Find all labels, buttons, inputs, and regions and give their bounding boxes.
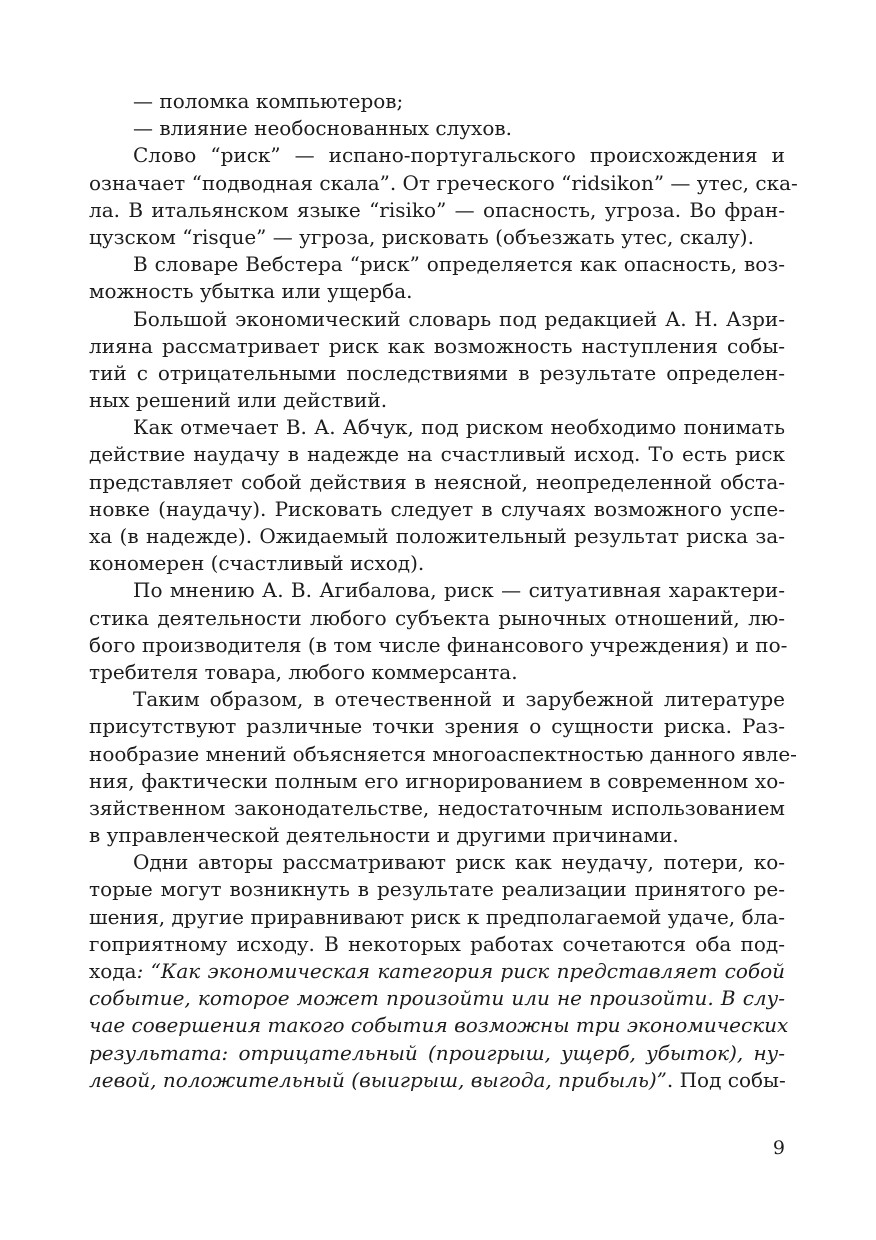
text-line: новке (наудачу). Рисковать следует в случаях возможного успе- xyxy=(89,496,785,521)
quote-run: левой, положительный (выигрыш, выгода, прибыль)” xyxy=(89,1067,667,1092)
text-line: зяйственном законодательстве, недостаточным использованием xyxy=(89,795,785,820)
text-line: торые могут возникнуть в результате реализации принятого ре- xyxy=(89,877,785,902)
text-line: требителя товара, любого коммерсанта. xyxy=(89,659,518,684)
text-line: означает “подводная скала”. От греческого “ridsikon” — утес, ска- xyxy=(89,170,798,195)
paragraph xyxy=(89,306,785,415)
paragraph xyxy=(89,849,789,1094)
paragraph xyxy=(89,142,798,251)
text-line: цузском “risque” — угроза, рисковать (объезжать утес, скалу). xyxy=(89,224,754,249)
text-line: ла. В итальянском языке “risiko” — опасность, угроза. Во фран- xyxy=(89,197,785,222)
text-line: ных решений или действий. xyxy=(89,388,388,413)
paragraph xyxy=(89,115,785,142)
text-line-mixed xyxy=(89,958,785,985)
text-line: Слово “риск” — испано-португальского происхождения и xyxy=(133,143,785,168)
quote-line: событие, которое может произойти или не произойти. В слу- xyxy=(89,986,785,1011)
text-line: Большой экономический словарь под редакцией А. Н. Азри- xyxy=(133,306,785,331)
page-number: 9 xyxy=(772,1137,785,1159)
text-line: можность убытка или ущерба. xyxy=(89,279,413,304)
text-line: стика деятельности любого субъекта рыночных отношений, лю- xyxy=(89,605,785,630)
text-line: нообразие мнений объясняется многоаспектностью данного явле- xyxy=(89,741,797,766)
text-line: По мнению А. В. Агибалова, риск — ситуативная характери- xyxy=(133,578,785,603)
text-line: представляет собой действия в неясной, неопределенной обста- xyxy=(89,469,785,494)
paragraph xyxy=(89,251,785,305)
text-line: ния, фактически полным его игнорированием в современном хо- xyxy=(89,768,785,793)
quote-line: чае совершения такого события возможны три экономических xyxy=(89,1013,789,1038)
text-line: бого производителя (в том числе финансового учреждения) и по- xyxy=(89,632,788,657)
paragraph xyxy=(89,414,785,577)
text-run: хода xyxy=(89,959,137,983)
text-line: Как отмечает В. А. Абчук, под риском необходимо понимать xyxy=(133,415,785,440)
page-body xyxy=(89,88,798,1094)
text-line: гоприятному исходу. В некоторых работах сочетаются оба под- xyxy=(89,931,785,956)
text-line: кономерен (счастливый исход). xyxy=(89,551,425,576)
quote-line: результата: отрицательный (проигрыш, ущерб, убыток), ну- xyxy=(89,1040,785,1065)
text-line: — влияние необоснованных слухов. xyxy=(133,116,512,141)
text-line: тий с отрицательными последствиями в результате определен- xyxy=(89,360,785,385)
text-line: в управленческой деятельности и другими причинами. xyxy=(89,823,679,848)
text-line: ха (в надежде). Ожидаемый положительный результат риска за- xyxy=(89,524,785,548)
text-line: действие наудачу в надежде на счастливый исход. То есть риск xyxy=(89,442,785,467)
text-line: Одни авторы рассматривают риск как неудачу, потери, ко- xyxy=(133,850,785,875)
text-run: . Под собы- xyxy=(666,1067,786,1092)
text-line: лияна рассматривает риск как возможность наступления собы- xyxy=(89,333,785,358)
paragraph xyxy=(89,577,788,686)
text-line: В словаре Вебстера “риск” определяется как опасность, воз- xyxy=(133,252,785,277)
text-line: Таким образом, в отечественной и зарубежной литературе xyxy=(133,687,785,712)
quote-run: : “Как экономическая категория риск представляет собой xyxy=(136,959,785,983)
paragraph xyxy=(89,686,797,849)
text-line: — поломка компьютеров; xyxy=(133,89,404,113)
text-line: присутствуют различные точки зрения о сущности риска. Раз- xyxy=(89,714,785,739)
text-line: шения, другие приравнивают риск к предполагаемой удаче, бла- xyxy=(89,904,785,929)
text-line-mixed xyxy=(89,1067,785,1094)
paragraph xyxy=(89,88,785,115)
